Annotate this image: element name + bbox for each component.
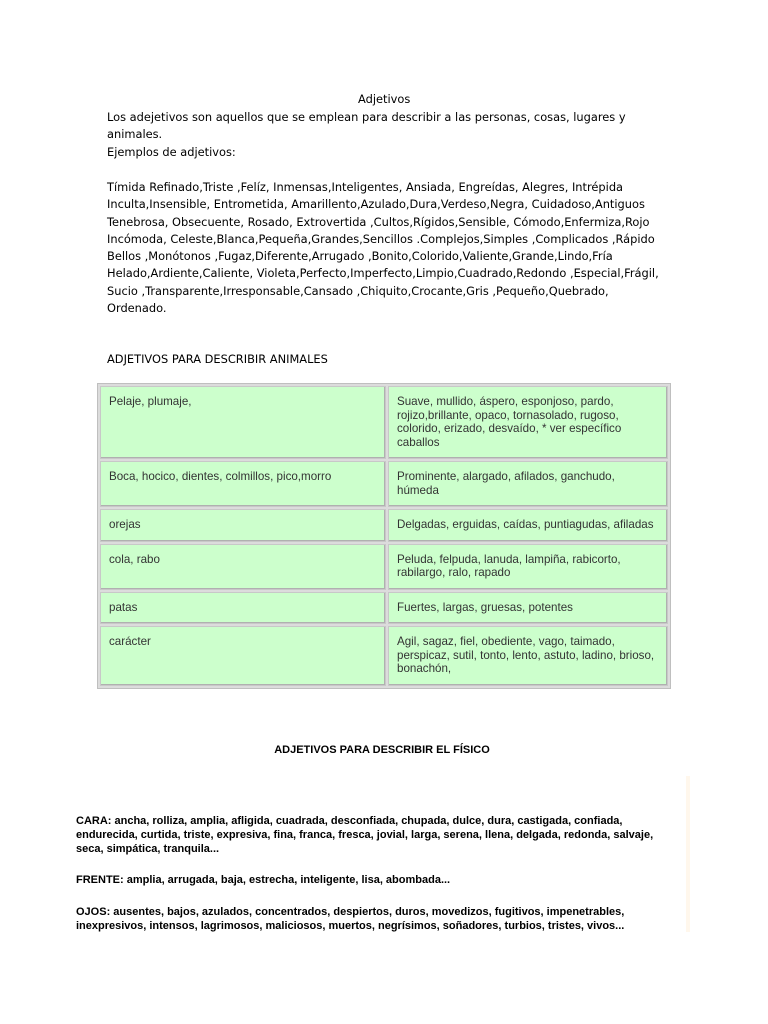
physical-heading: ADJETIVOS PARA DESCRIBIR EL FÍSICO: [274, 744, 490, 756]
ojos-paragraph: OJOS: ausentes, bajos, azulados, concentrados, despiertos, duros, movedizos, fugitivos, impenetrables, inexpresivos, intensos, lagrimosos, maliciosos, muertos, negrísimos, soñadores, turbios, tristes, vivos...: [76, 906, 625, 932]
examples-heading: Ejemplos de adjetivos:: [107, 145, 236, 159]
table-cell-part: Boca, hocico, dientes, colmillos, pico,morro: [100, 461, 386, 507]
table-cell-adjectives: Delgadas, erguidas, caídas, puntiagudas, afiladas: [388, 509, 668, 542]
table-cell-adjectives: Prominente, alargado, afilados, ganchudo, húmeda: [388, 461, 668, 507]
table-row: [100, 509, 668, 542]
table-row: [100, 626, 668, 686]
table-cell-adjectives: Agil, sagaz, fiel, obediente, vago, taimado, perspicaz, sutil, tonto, lento, astuto, ladino, brioso, bonachón,: [388, 626, 668, 686]
table-cell-part: carácter: [100, 626, 386, 686]
cara-paragraph: CARA: ancha, rolliza, amplia, afligida, cuadrada, desconfiada, chupada, dulce, dura, castigada, confiada, endurecida, curtida, triste, expresiva, fina, franca, fresca, jovial, larga, serena, llena, delgada, redonda, salvaje, seca, simpática, tranquila...: [76, 815, 654, 855]
table-cell-adjectives: Peluda, felpuda, lanuda, lampiña, rabicorto, rabilargo, ralo, rapado: [388, 544, 668, 590]
table-row: [100, 386, 668, 459]
table-cell-part: patas: [100, 592, 386, 625]
table-row: [100, 592, 668, 625]
table-cell-adjectives: Fuertes, largas, gruesas, potentes: [388, 592, 668, 625]
adjectives-list: Tímida Refinado,Triste ,Felíz, Inmensas,Inteligentes, Ansiada, Engreídas, Alegres, Intrépida Inculta,Insensible, Entrometida, Amarillento,Azulado,Dura,Verdeso,Negra, Cuidadoso,Antiguos Tenebrosa, Obsecuente, Rosado, Extrovertida ,Cultos,Rígidos,Sensible, Cómodo,Enfermiza,Rojo Incómoda, Celeste,Blanca,Pequeña,Grandes,Sencillos .Complejos,Simples ,Complicados ,Rápido Bellos ,Monótonos ,Fugaz,Diferente,Arrugado ,Bonito,Colorido,Valiente,Grande,Lindo,Fría Helado,Ardiente,Caliente, Violeta,Perfecto,Imperfecto,Limpio,Cuadrado,Redondo ,Especial,Frágil, Sucio ,Transparente,Irresponsable,Cansado ,Chiquito,Crocante,Gris ,Pequeño,Quebrado, Ordenado.: [107, 180, 659, 316]
animals-heading: ADJETIVOS PARA DESCRIBIR ANIMALES: [107, 352, 328, 366]
table-row: [100, 544, 668, 590]
table-cell-part: Pelaje, plumaje,: [100, 386, 386, 459]
divider: [686, 776, 690, 932]
table-cell-part: orejas: [100, 509, 386, 542]
document-title: Adjetivos: [358, 92, 411, 106]
intro-paragraph: Los adejetivos son aquellos que se emplean para describir a las personas, cosas, lugares y animales.: [107, 110, 626, 142]
frente-paragraph: FRENTE: amplia, arrugada, baja, estrecha, inteligente, lisa, abombada...: [76, 874, 451, 886]
animals-table: [97, 383, 671, 689]
table-row: [100, 461, 668, 507]
table-cell-adjectives: Suave, mullido, áspero, esponjoso, pardo, rojizo,brillante, opaco, tornasolado, rugoso, colorido, erizado, desvaído, * ver específico caballos: [388, 386, 668, 459]
table-cell-part: cola, rabo: [100, 544, 386, 590]
